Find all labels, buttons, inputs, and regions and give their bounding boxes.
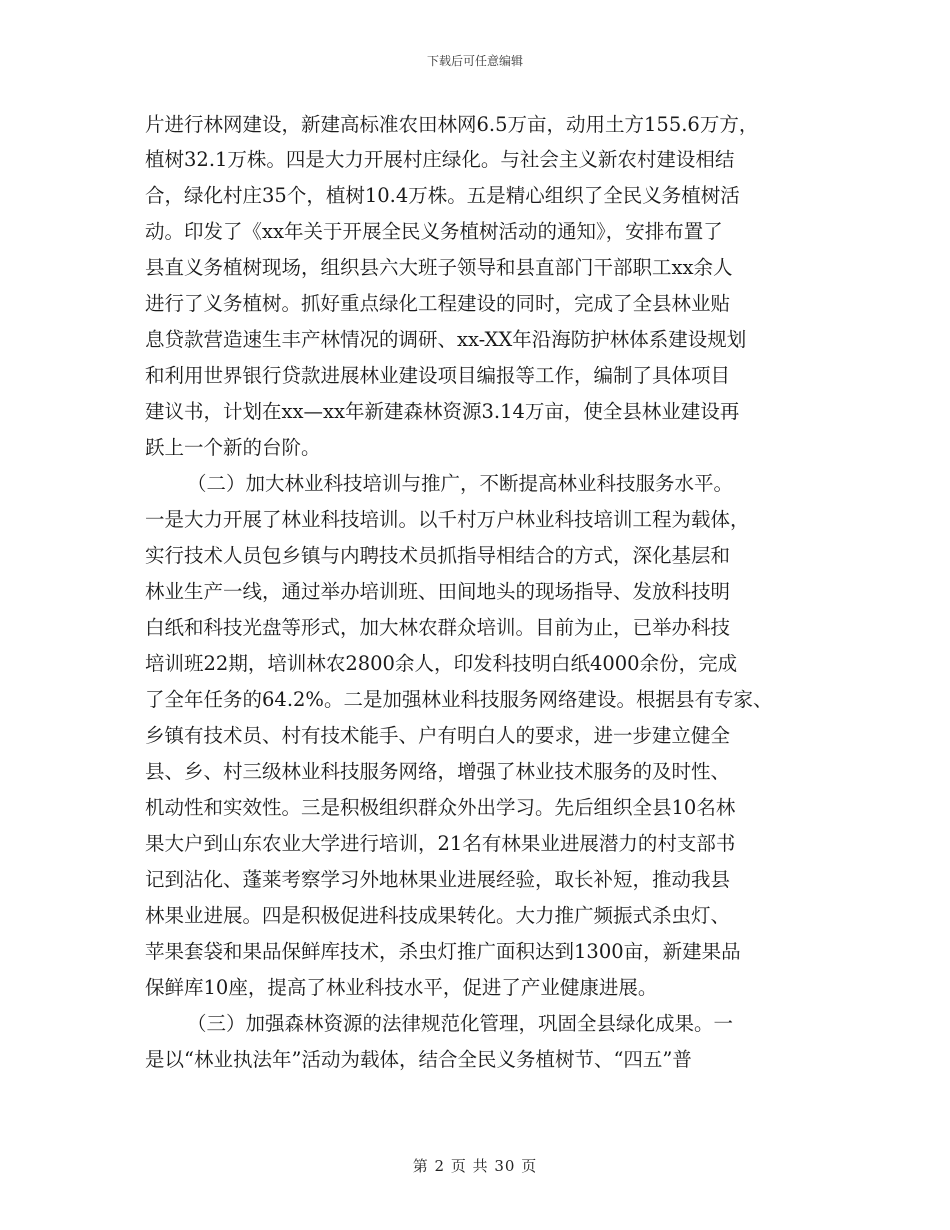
- body-line: 实行技术人员包乡镇与内聘技术员抓指导相结合的方式，深化基层和: [145, 544, 731, 567]
- body-line: 进行了义务植树。抓好重点绿化工程建设的同时，完成了全县林业贴: [145, 292, 731, 315]
- body-line: 县、乡、村三级林业科技服务网络，增强了林业技术服务的及时性、: [145, 760, 731, 783]
- page-header-note: 下载后可任意编辑: [426, 54, 523, 68]
- section-heading-3: （三）加强森林资源的法律规范化管理，巩固全县绿化成果。一: [187, 1012, 734, 1035]
- body-line: 培训班22期，培训林农2800余人，印发科技明白纸4000余份，完成: [145, 652, 738, 675]
- body-line: 记到沾化、蓬莱考察学习外地林果业进展经验，取长补短，推动我县: [145, 868, 731, 891]
- body-line: 县直义务植树现场，组织县六大班子领导和县直部门干部职工xx余人: [145, 256, 733, 279]
- body-line: 林果业进展。四是积极促进科技成果转化。大力推广频振式杀虫灯、: [145, 904, 731, 927]
- body-line: 果大户到山东农业大学进行培训，21名有林果业进展潜力的村支部书: [145, 832, 736, 855]
- body-line: 了全年任务的64.2%。二是加强林业科技服务网络建设。根据县有专家、: [145, 688, 773, 711]
- body-line: 动。印发了《xx年关于开展全民义务植树活动的通知》，安排布置了: [145, 220, 723, 243]
- section-heading-2: （二）加大林业科技培训与推广，不断提高林业科技服务水平。: [187, 472, 734, 495]
- body-line: 片进行林网建设，新建高标准农田林网6.5万亩，动用土方155.6万方，: [145, 113, 759, 136]
- body-line: 白纸和科技光盘等形式，加大林农群众培训。目前为止，已举办科技: [145, 616, 731, 639]
- body-line: 乡镇有技术员、村有技术能手、户有明白人的要求，进一步建立健全: [145, 724, 731, 747]
- page-number: 第 2 页 共 30 页: [412, 1157, 538, 1175]
- body-line: 机动性和实效性。三是积极组织群众外出学习。先后组织全县10名林: [145, 796, 736, 819]
- body-line: 林业生产一线，通过举办培训班、田间地头的现场指导、发放科技明: [145, 580, 731, 603]
- body-line: 是以“林业执法年”活动为载体，结合全民义务植树节、“四五”普: [145, 1048, 692, 1071]
- body-line: 跃上一个新的台阶。: [145, 436, 321, 459]
- body-line: 苹果套袋和果品保鲜库技术，杀虫灯推广面积达到1300亩，新建果品: [145, 940, 741, 963]
- body-line: 保鲜库10座，提高了林业科技水平，促进了产业健康进展。: [145, 976, 658, 999]
- body-line: 一是大力开展了林业科技培训。以千村万户林业科技培训工程为载体，: [145, 508, 750, 531]
- body-line: 建议书，计划在xx—xx年新建森林资源3.14万亩，使全县林业建设再: [145, 400, 740, 423]
- body-line: 息贷款营造速生丰产林情况的调研、xx-XX年沿海防护林体系建设规划: [145, 328, 747, 351]
- body-line: 植树32.1万株。四是大力开展村庄绿化。与社会主义新农村建设相结: [145, 148, 735, 171]
- body-line: 和利用世界银行贷款进展林业建设项目编报等工作，编制了具体项目: [145, 364, 731, 387]
- body-line: 合，绿化村庄35个，植树10.4万株。五是精心组织了全民义务植树活: [145, 184, 740, 207]
